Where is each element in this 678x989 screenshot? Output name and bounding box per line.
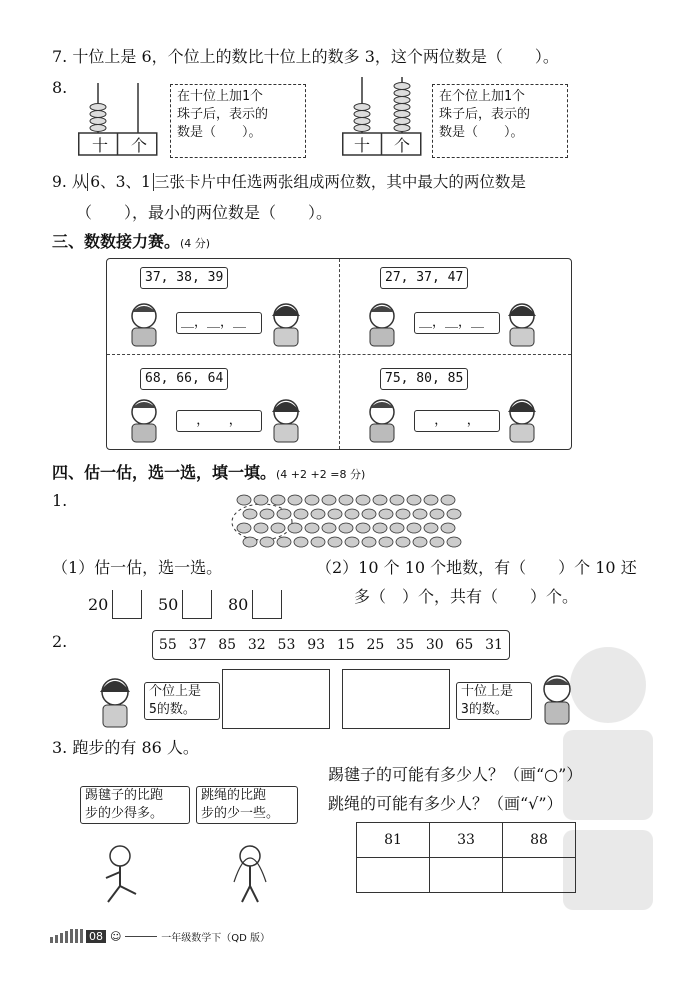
mark-cell-33[interactable] [430, 858, 503, 893]
q9-line2: （ ），最小的两位数是（ ）。 [76, 203, 333, 222]
abacus-right-ones: 个 [393, 136, 410, 155]
rope-kid-bubble [196, 786, 298, 824]
section4-heading: 四、估一估，选一选，填一填。 [52, 463, 277, 482]
book-title: 一年级数学下（QD 版） [161, 932, 270, 944]
bean [430, 537, 444, 547]
bean [305, 523, 319, 533]
number-card: 53 [277, 637, 296, 653]
s4-q3-text: 跑步的有 86 人。 [72, 738, 199, 757]
numbers-row [152, 630, 510, 660]
bean [260, 509, 274, 519]
bean [413, 509, 427, 519]
abacus-left-tens: 十 [91, 136, 108, 155]
number-card: 37 [188, 637, 207, 653]
bean [322, 495, 336, 505]
option-20-box[interactable] [112, 590, 142, 619]
boy-icon [120, 300, 168, 350]
mark-cell-81[interactable] [357, 858, 430, 893]
bean [254, 495, 268, 505]
bean [447, 537, 461, 547]
q9-text-b: 三张卡片中任选两张组成两位数，其中最大的两位数是 [153, 173, 526, 191]
number-card: 25 [366, 637, 385, 653]
abacus-right-tens: 十 [353, 136, 370, 155]
girl-icon [498, 300, 546, 350]
relay-bubble-3: 68, 66, 64 [140, 368, 228, 390]
section3-title [52, 232, 210, 254]
bean [373, 523, 387, 533]
s4-q1-number: 1. [52, 491, 68, 510]
bean [294, 509, 308, 519]
number-card: 32 [247, 637, 266, 653]
bubble-line: 踢毽子的比跑 [85, 788, 164, 803]
bean [447, 509, 461, 519]
bean [356, 495, 370, 505]
bean [311, 509, 325, 519]
bubble-line: 3的数。 [461, 702, 508, 717]
s4-q1-p2-line1: （2）10 个 10 个地数，有（ ）个 10 还 [316, 558, 637, 577]
bean [305, 495, 319, 505]
bean [294, 537, 308, 547]
abacus-left-ones: 个 [130, 136, 147, 155]
bean [271, 495, 285, 505]
bean [237, 495, 251, 505]
bean [277, 509, 291, 519]
relay-answer-3[interactable]: ， ， [176, 410, 262, 432]
q8-right-note [432, 84, 568, 158]
bean [441, 523, 455, 533]
card-1: 1 [141, 173, 154, 191]
choice-88: 88 [503, 823, 576, 858]
relay-answer-2[interactable]: ＿，＿，＿ [414, 312, 500, 334]
note-line: 在十位上加1个 [177, 89, 263, 104]
bean [345, 537, 359, 547]
bean [430, 509, 444, 519]
bubble-line: 个位上是 [149, 684, 202, 699]
tens-3-answer-box[interactable] [342, 669, 450, 729]
bean [277, 537, 291, 547]
bean [339, 495, 353, 505]
bubble-line: 跳绳的比跑 [201, 788, 267, 803]
section3-heading: 三、数数接力赛。 [52, 232, 181, 251]
bean [243, 509, 257, 519]
choice-table [356, 822, 576, 893]
bean [345, 509, 359, 519]
bean [379, 537, 393, 547]
q9-number: 9. [52, 173, 67, 191]
s4-q2-number: 2. [52, 632, 68, 651]
bubble-line: 十位上是 [461, 684, 514, 699]
relay-answer-4[interactable]: ， ， [414, 410, 500, 432]
number-card: 65 [455, 637, 474, 653]
choice-81: 81 [357, 823, 430, 858]
bean [407, 523, 421, 533]
relay-bubble-4: 75, 80, 85 [380, 368, 468, 390]
bean [379, 509, 393, 519]
bean [356, 523, 370, 533]
choice-33: 33 [430, 823, 503, 858]
bubble-line: 5的数。 [149, 702, 196, 717]
bean [396, 509, 410, 519]
number-card: 35 [396, 637, 414, 653]
relay-answer-1[interactable]: ＿，＿，＿ [176, 312, 262, 334]
bean [271, 523, 285, 533]
bean [254, 523, 268, 533]
rope-question: 跳绳的可能有多少人？（画“√”） [328, 794, 563, 813]
boy-icon [358, 396, 406, 446]
footer [50, 928, 270, 944]
s4-q1-p1: （1）估一估，选一选。 [52, 558, 223, 577]
q8-number: 8. [52, 78, 68, 97]
number-card: 55 [158, 637, 177, 653]
q9-line1: 9. 从 6、3、1 三张卡片中任选两张组成两位数，其中最大的两位数是 [52, 173, 526, 191]
divider-v [339, 259, 340, 449]
note-line: 珠子后，表示的 [439, 107, 531, 122]
q9-text-a: 从 [71, 173, 88, 191]
bean [362, 537, 376, 547]
bean [322, 523, 336, 533]
boy-icon [358, 300, 406, 350]
option-80: 80 [228, 595, 249, 614]
shuttlecock-kid-icon [98, 842, 142, 904]
q7 [52, 47, 559, 67]
bean [373, 495, 387, 505]
shuttlecock-question: 踢毽子的可能有多少人？（画“○”） [328, 765, 583, 784]
page-number: 08 [86, 930, 106, 943]
option-50: 50 [158, 595, 179, 614]
bubble-line: 步的少得多。 [85, 806, 164, 821]
number-card: 30 [425, 637, 444, 653]
bean [260, 537, 274, 547]
bean [424, 495, 438, 505]
girl-icon [262, 300, 310, 350]
bean [328, 509, 342, 519]
q7-number: 7. [52, 47, 68, 66]
section4-title [52, 463, 365, 485]
bean [288, 523, 302, 533]
boy-icon [120, 396, 168, 446]
section3-points: (4 分) [180, 237, 211, 250]
bean [311, 537, 325, 547]
note-line: 珠子后，表示的 [177, 107, 269, 122]
girl-icon [262, 396, 310, 446]
s4-q1-p2-line2: 多（ ）个，共有（ ）个。 [354, 587, 579, 606]
shuttlecock-kid-bubble [80, 786, 190, 824]
bean [424, 523, 438, 533]
relay-bubble-1: 37, 38, 39 [140, 267, 228, 289]
number-card: 31 [485, 637, 503, 653]
note-line: 数是（ ）。 [439, 125, 524, 140]
number-card: 85 [218, 637, 237, 653]
number-card: 93 [307, 637, 326, 653]
bean [396, 537, 410, 547]
bean [237, 523, 251, 533]
beans-cluster-icon [214, 488, 476, 556]
card-6: 6 [87, 173, 100, 191]
bean [390, 523, 404, 533]
girl-icon [90, 675, 140, 731]
option-20: 20 [88, 595, 109, 614]
s4-q3-number: 3. [52, 738, 68, 757]
bean [243, 537, 257, 547]
bean [339, 523, 353, 533]
bubble-line: 步的少一些。 [201, 806, 280, 821]
ones-5-bubble [144, 682, 220, 720]
section4-points: (4 +2 +2 =8 分) [276, 468, 366, 481]
bean [441, 495, 455, 505]
bean [413, 537, 427, 547]
relay-bubble-2: 27, 37, 47 [380, 267, 468, 289]
option-50-box[interactable] [182, 590, 212, 619]
q7-text: 十位上是 6，个位上的数比十位上的数多 3，这个两位数是（ ）。 [72, 47, 559, 66]
note-line: 数是（ ）。 [177, 125, 262, 140]
bean [390, 495, 404, 505]
bean [328, 537, 342, 547]
tens-3-bubble [456, 682, 532, 720]
footer-bars-icon [50, 929, 84, 943]
s4-q3 [52, 738, 199, 758]
mark-cell-88[interactable] [503, 858, 576, 893]
bean [288, 495, 302, 505]
bean [407, 495, 421, 505]
logo-mark-icon: ☺ [110, 929, 122, 943]
number-card: 15 [336, 637, 355, 653]
ones-5-answer-box[interactable] [222, 669, 330, 729]
option-80-box[interactable] [252, 590, 282, 619]
girl-icon [498, 396, 546, 446]
note-line: 在个位上加1个 [439, 89, 525, 104]
card-3: 3 [115, 173, 126, 191]
bean [362, 509, 376, 519]
q8-left-note [170, 84, 306, 158]
rope-kid-icon [228, 842, 272, 904]
